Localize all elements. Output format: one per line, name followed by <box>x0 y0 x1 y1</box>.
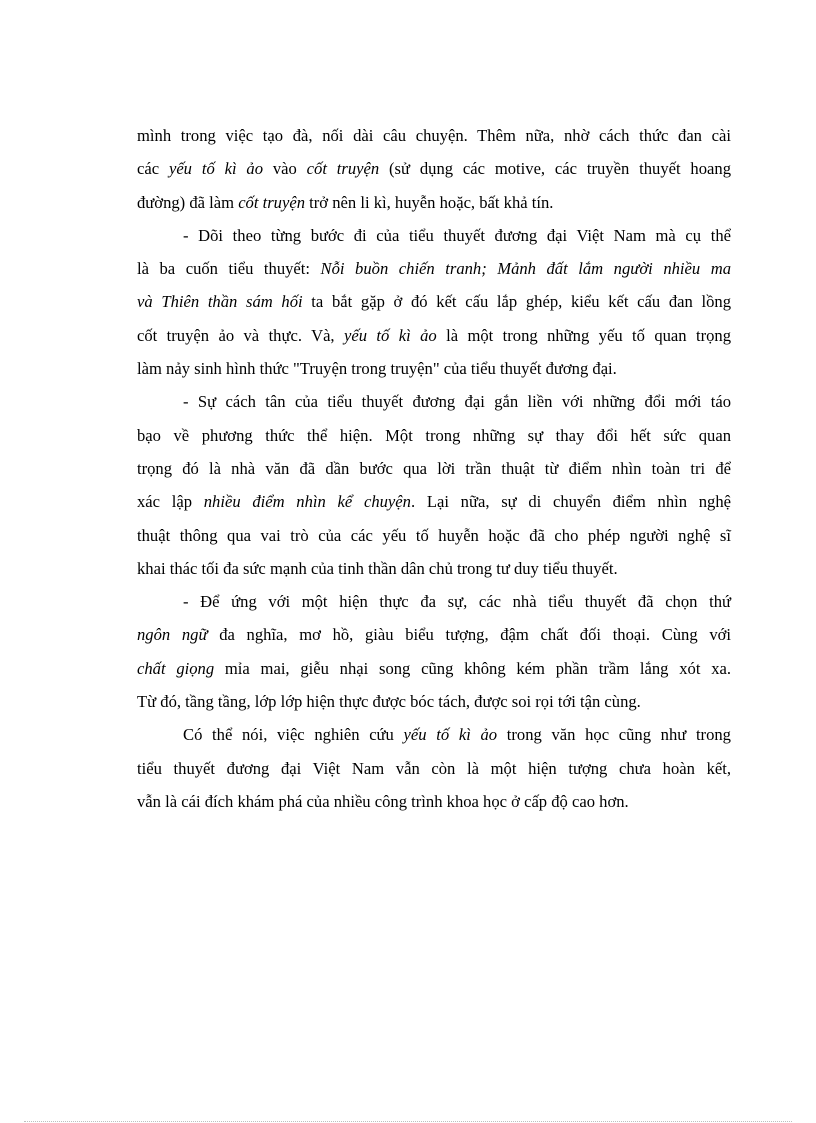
text-line <box>137 552 731 585</box>
text-segment: mình trong việc tạo đà, nối dài câu chuyện. Thêm nữa, nhờ cách thức đan cài <box>137 126 731 145</box>
text-segment: cốt truyện ảo và thực. Và, <box>137 325 344 345</box>
italic-text: ngôn ngữ <box>137 625 208 645</box>
italic-text: cốt truyện <box>306 159 380 179</box>
text-line <box>137 752 731 785</box>
text-line <box>137 485 731 518</box>
text-segment: đa nghĩa, mơ hồ, giàu biểu tượng, đậm chất đối thoại. Cùng với <box>207 625 732 645</box>
text-line <box>137 152 731 185</box>
paragraph <box>137 585 731 718</box>
text-line <box>137 186 731 219</box>
text-line <box>137 519 731 552</box>
text-segment: Từ đó, tầng tầng, lớp lớp hiện thực được bóc tách, được soi rọi tới tận cùng. <box>137 692 641 712</box>
text-line <box>137 618 731 651</box>
italic-text: yếu tố kì ảo <box>403 725 498 745</box>
italic-text: yếu tố kì ảo <box>343 325 437 345</box>
text-line <box>137 285 731 318</box>
text-line <box>137 319 731 352</box>
text-line <box>137 352 731 385</box>
text-segment: xác lập <box>137 492 204 512</box>
text-segment: các <box>137 159 169 179</box>
text-line <box>137 119 731 152</box>
italic-text: yếu tố kì ảo <box>168 159 264 179</box>
document-body <box>137 119 731 818</box>
text-segment: mỉa mai, giễu nhại song cũng không kém phần trầm lắng xót xa. <box>214 658 732 678</box>
italic-text: cốt truyện <box>238 192 306 212</box>
paragraph <box>137 219 731 385</box>
text-line <box>137 219 731 252</box>
text-line <box>137 585 731 618</box>
text-line <box>137 252 731 285</box>
italic-text: và Thiên thần sám hối <box>137 292 303 312</box>
text-segment: vẫn là cái đích khám phá của nhiều công trình khoa học ở cấp độ cao hơn. <box>137 791 629 811</box>
text-segment: - Để ứng với một hiện thực đa sự, các nhà tiểu thuyết đã chọn thứ <box>183 592 731 612</box>
text-segment: - Dõi theo từng bước đi của tiểu thuyết đương đại Việt Nam mà cụ thể <box>183 225 731 245</box>
text-segment: vào <box>263 159 307 179</box>
text-segment: Có thể nói, việc nghiên cứu <box>183 725 404 745</box>
text-segment: là một trong những yếu tố quan trọng <box>436 325 731 345</box>
text-line <box>137 452 731 485</box>
text-line <box>137 718 731 751</box>
text-segment: (sử dụng các motive, các truyền thuyết hoang <box>379 159 731 179</box>
text-segment: - Sự cách tân của tiểu thuyết đương đại gắn liền với những đổi mới táo <box>183 392 731 412</box>
text-segment: đường) đã làm <box>137 192 239 212</box>
text-line <box>137 385 731 418</box>
page-bottom-rule <box>24 1121 792 1122</box>
paragraph <box>137 718 731 818</box>
text-line <box>137 419 731 452</box>
text-line <box>137 652 731 685</box>
text-segment: ta bắt gặp ở đó kết cấu lắp ghép, kiểu kết cấu đan lồng <box>302 292 731 312</box>
text-line <box>137 785 731 818</box>
paragraph <box>137 119 731 219</box>
text-segment: trở nên li kì, huyễn hoặc, bất khả tín. <box>305 192 554 212</box>
text-segment: khai thác tối đa sức mạnh của tinh thần dân chủ trong tư duy tiểu thuyết. <box>137 558 618 578</box>
paragraph <box>137 385 731 585</box>
italic-text: chất giọng <box>137 658 215 678</box>
text-line <box>137 685 731 718</box>
italic-text: nhiều điểm nhìn kể chuyện <box>203 492 411 512</box>
text-segment: là ba cuốn tiểu thuyết: <box>137 259 321 279</box>
text-segment: bạo về phương thức thể hiện. Một trong những sự thay đổi hết sức quan <box>137 425 731 445</box>
text-segment: trọng đó là nhà văn đã dần bước qua lời trần thuật từ điểm nhìn toàn tri để <box>137 458 731 478</box>
text-segment: làm nảy sinh hình thức "Truyện trong truyện" của tiểu thuyết đương đại. <box>137 359 617 379</box>
text-segment: . Lại nữa, sự di chuyển điểm nhìn nghệ <box>410 492 731 512</box>
text-segment: thuật thông qua vai trò của các yếu tố huyễn hoặc đã cho phép người nghệ sĩ <box>137 525 731 545</box>
text-segment: tiểu thuyết đương đại Việt Nam vẫn còn là một hiện tượng chưa hoàn kết, <box>137 758 731 778</box>
italic-text: Nỗi buồn chiến tranh; Mảnh đất lắm người nhiều ma <box>320 259 732 279</box>
text-segment: trong văn học cũng như trong <box>497 725 731 745</box>
